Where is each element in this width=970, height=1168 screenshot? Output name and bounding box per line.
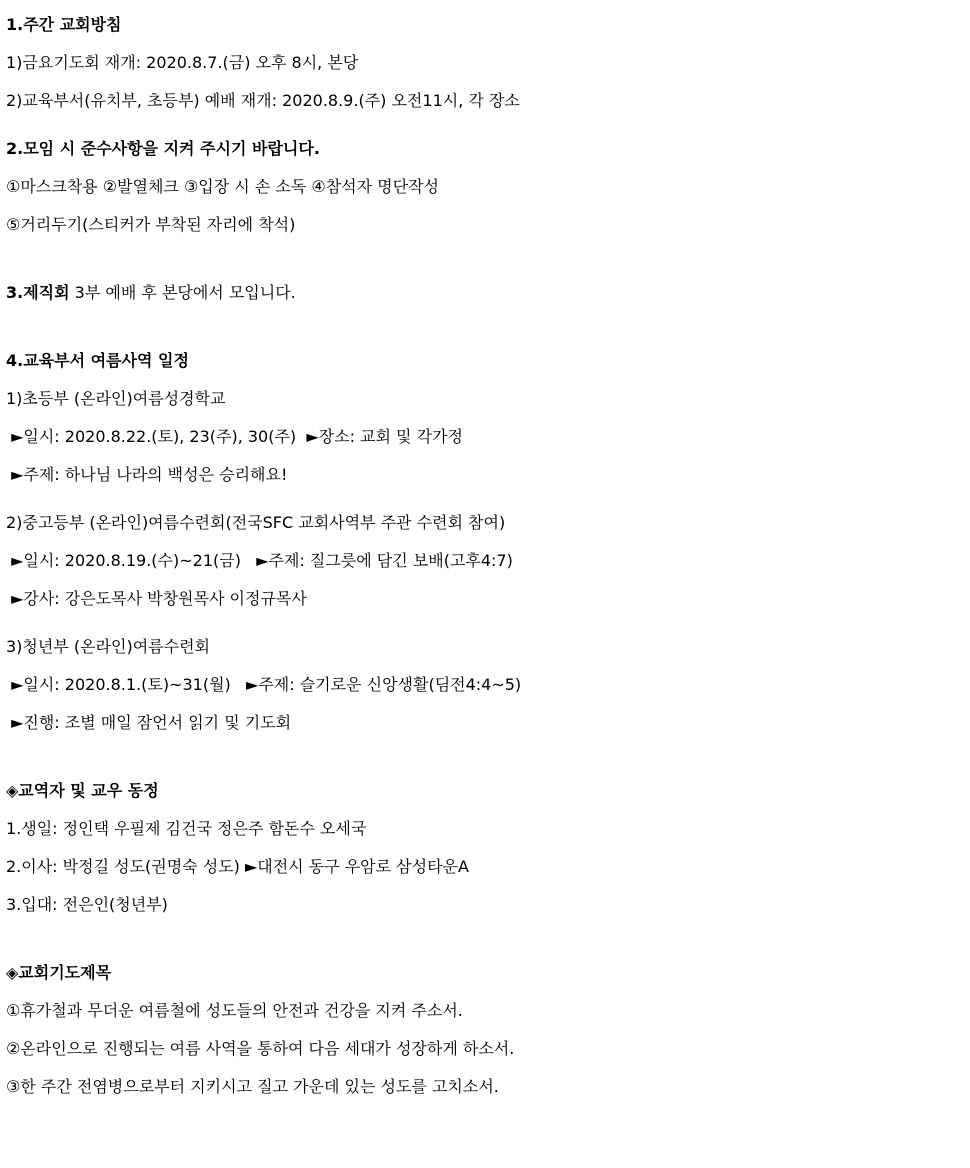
section-member-news-title: ◈교역자 및 교우 동정 bbox=[6, 781, 159, 800]
section-prayer-topics-title: ◈교회기도제목 bbox=[6, 963, 112, 982]
ministry-line: ►강사: 강은도목사 박창원목사 이정규목사 bbox=[6, 589, 307, 608]
ministry-line: 3)청년부 (온라인)여름수련회 bbox=[6, 637, 211, 656]
news-line: 1.생일: 정인택 우필제 김건국 정은주 함돈수 오세국 bbox=[6, 819, 367, 838]
prayer-line: ①휴가철과 무더운 여름철에 성도들의 안전과 건강을 지켜 주소서. bbox=[6, 1001, 463, 1020]
ministry-line: ►진행: 조별 매일 잠언서 읽기 및 기도회 bbox=[6, 713, 292, 732]
section-weekly-policy-title: 1.주간 교회방침 bbox=[6, 15, 122, 34]
rules-line: ①마스크착용 ②발열체크 ③입장 시 손 소독 ④참석자 명단작성 bbox=[6, 177, 440, 196]
ministry-line: ►일시: 2020.8.22.(토), 23(주), 30(주) ►장소: 교회 및 각가정 bbox=[6, 427, 463, 446]
news-line: 3.입대: 전은인(청년부) bbox=[6, 895, 168, 914]
policy-line: 1)금요기도회 재개: 2020.8.7.(금) 오후 8시, 본당 bbox=[6, 53, 359, 72]
ministry-line: 1)초등부 (온라인)여름성경학교 bbox=[6, 389, 226, 408]
ministry-line: ►일시: 2020.8.19.(수)~21(금) ►주제: 질그릇에 담긴 보배(고후4:7) bbox=[6, 551, 513, 570]
ministry-line: ►주제: 하나님 나라의 백성은 승리해요! bbox=[6, 465, 288, 484]
deacons-meeting-text: 3부 예배 후 본당에서 모입니다. bbox=[69, 283, 296, 302]
ministry-line: 2)중고등부 (온라인)여름수련회(전국SFC 교회사역부 주관 수련회 참여) bbox=[6, 513, 506, 532]
prayer-line: ②온라인으로 진행되는 여름 사역을 통하여 다음 세대가 성장하게 하소서. bbox=[6, 1039, 515, 1058]
section-meeting-rules-title: 2.모임 시 준수사항을 지켜 주시기 바랍니다. bbox=[6, 139, 320, 158]
news-line: 2.이사: 박정길 성도(권명숙 성도) ►대전시 동구 우암로 삼성타운A bbox=[6, 857, 469, 876]
prayer-line: ③한 주간 전염병으로부터 지키시고 질고 가운데 있는 성도를 고치소서. bbox=[6, 1077, 499, 1096]
policy-line: 2)교육부서(유치부, 초등부) 예배 재개: 2020.8.9.(주) 오전11시, 각 장소 bbox=[6, 91, 520, 110]
section-deacons-meeting bbox=[6, 274, 970, 312]
ministry-line: ►일시: 2020.8.1.(토)~31(월) ►주제: 슬기로운 신앙생활(딤전4:4~5) bbox=[6, 675, 522, 694]
deacons-meeting-title: 3.제직회 bbox=[6, 283, 70, 302]
rules-line: ⑤거리두기(스티커가 부착된 자리에 착석) bbox=[6, 215, 296, 234]
section-summer-ministry-title: 4.교육부서 여름사역 일정 bbox=[6, 351, 189, 370]
